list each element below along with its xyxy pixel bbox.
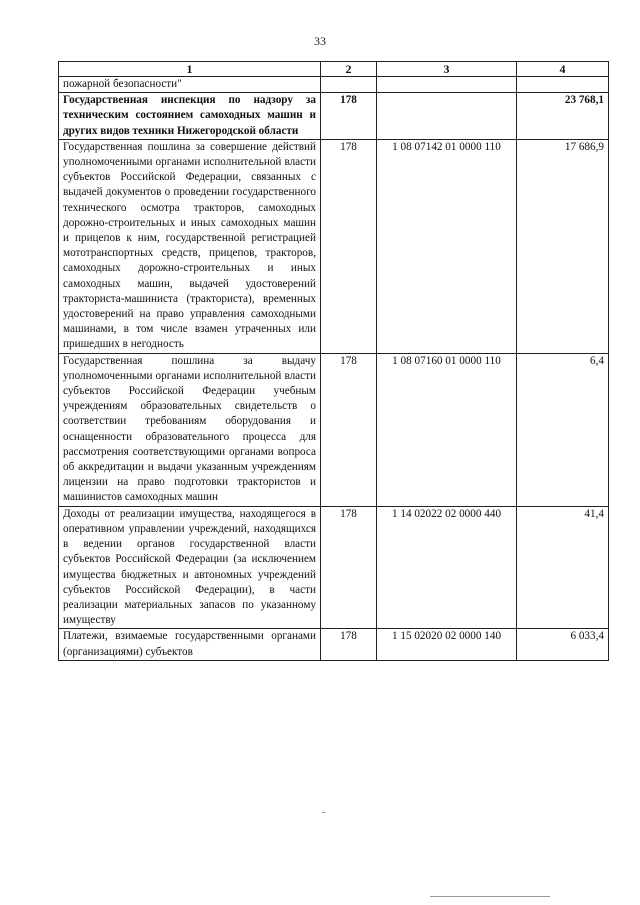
table-row — [59, 139, 609, 353]
row-amount: 17 686,9 — [517, 139, 609, 353]
row-kbk-code: 1 08 07160 01 0000 110 — [377, 353, 517, 506]
scan-artifact-line — [322, 812, 325, 813]
column-header-3: 3 — [377, 62, 517, 77]
row-name: пожарной безопасности" — [59, 77, 321, 93]
row-admin-code: 178 — [321, 353, 377, 506]
column-header-1: 1 — [59, 62, 321, 77]
table-row — [59, 77, 609, 93]
row-amount: 23 768,1 — [517, 93, 609, 140]
row-kbk-code: 1 08 07142 01 0000 110 — [377, 139, 517, 353]
table-header-row — [59, 62, 609, 77]
table-row — [59, 93, 609, 140]
row-admin-code: 178 — [321, 139, 377, 353]
table-row — [59, 506, 609, 629]
scan-artifact-line — [430, 896, 550, 897]
column-header-4: 4 — [517, 62, 609, 77]
row-name: Платежи, взимаемые государственными органами (организациями) субъектов — [59, 629, 321, 660]
table-row — [59, 629, 609, 660]
row-name: Государственная инспекция по надзору за техническим состоянием самоходных машин и других видов техники Нижегородской области — [59, 93, 321, 140]
row-name: Государственная пошлина за совершение действий уполномоченными органами исполнительной власти субъектов Российской Федерации, связанных с выдачей документов о проведении государственного технического осмотра тракторов, самоходных дорожно-строительных и иных самоходных машин и прицепов к ним, государственной регистрацией мототранспортных средств, прицепов, тракторов, самоходных дорожно-строительных и иных самоходных машин, выдачей удостоверений тракториста-машиниста (тракториста), временных удостоверений на право управления самоходными машинами, в том числе взамен утраченных или пришедших в негодность — [59, 139, 321, 353]
row-kbk-code — [377, 93, 517, 140]
column-header-2: 2 — [321, 62, 377, 77]
row-admin-code: 178 — [321, 93, 377, 140]
page-number: 33 — [314, 34, 326, 48]
row-amount: 41,4 — [517, 506, 609, 629]
row-kbk-code — [377, 77, 517, 93]
row-amount — [517, 77, 609, 93]
row-admin-code: 178 — [321, 629, 377, 660]
table-row — [59, 353, 609, 506]
row-amount: 6 033,4 — [517, 629, 609, 660]
row-kbk-code: 1 14 02022 02 0000 440 — [377, 506, 517, 629]
row-admin-code — [321, 77, 377, 93]
row-kbk-code: 1 15 02020 02 0000 140 — [377, 629, 517, 660]
row-name: Государственная пошлина за выдачу уполномоченными органами исполнительной власти субъектов Российской Федерации учебным учреждениям образовательных свидетельств о соответствии требованиям оборудования и оснащенности образовательного процесса для рассмотрения соответствующими органами вопроса об аккредитации и выдачи указанным учреждениям лицензии на право подготовки трактористов и машинистов самоходных машин — [59, 353, 321, 506]
row-name: Доходы от реализации имущества, находящегося в оперативном управлении учреждений, находящихся в ведении органов государственной власти субъектов Российской Федерации (за исключением имущества бюджетных и автономных учреждений субъектов Российской Федерации), в части реализации материальных запасов по указанному имуществу — [59, 506, 321, 629]
row-amount: 6,4 — [517, 353, 609, 506]
row-admin-code: 178 — [321, 506, 377, 629]
revenue-table — [58, 61, 609, 661]
